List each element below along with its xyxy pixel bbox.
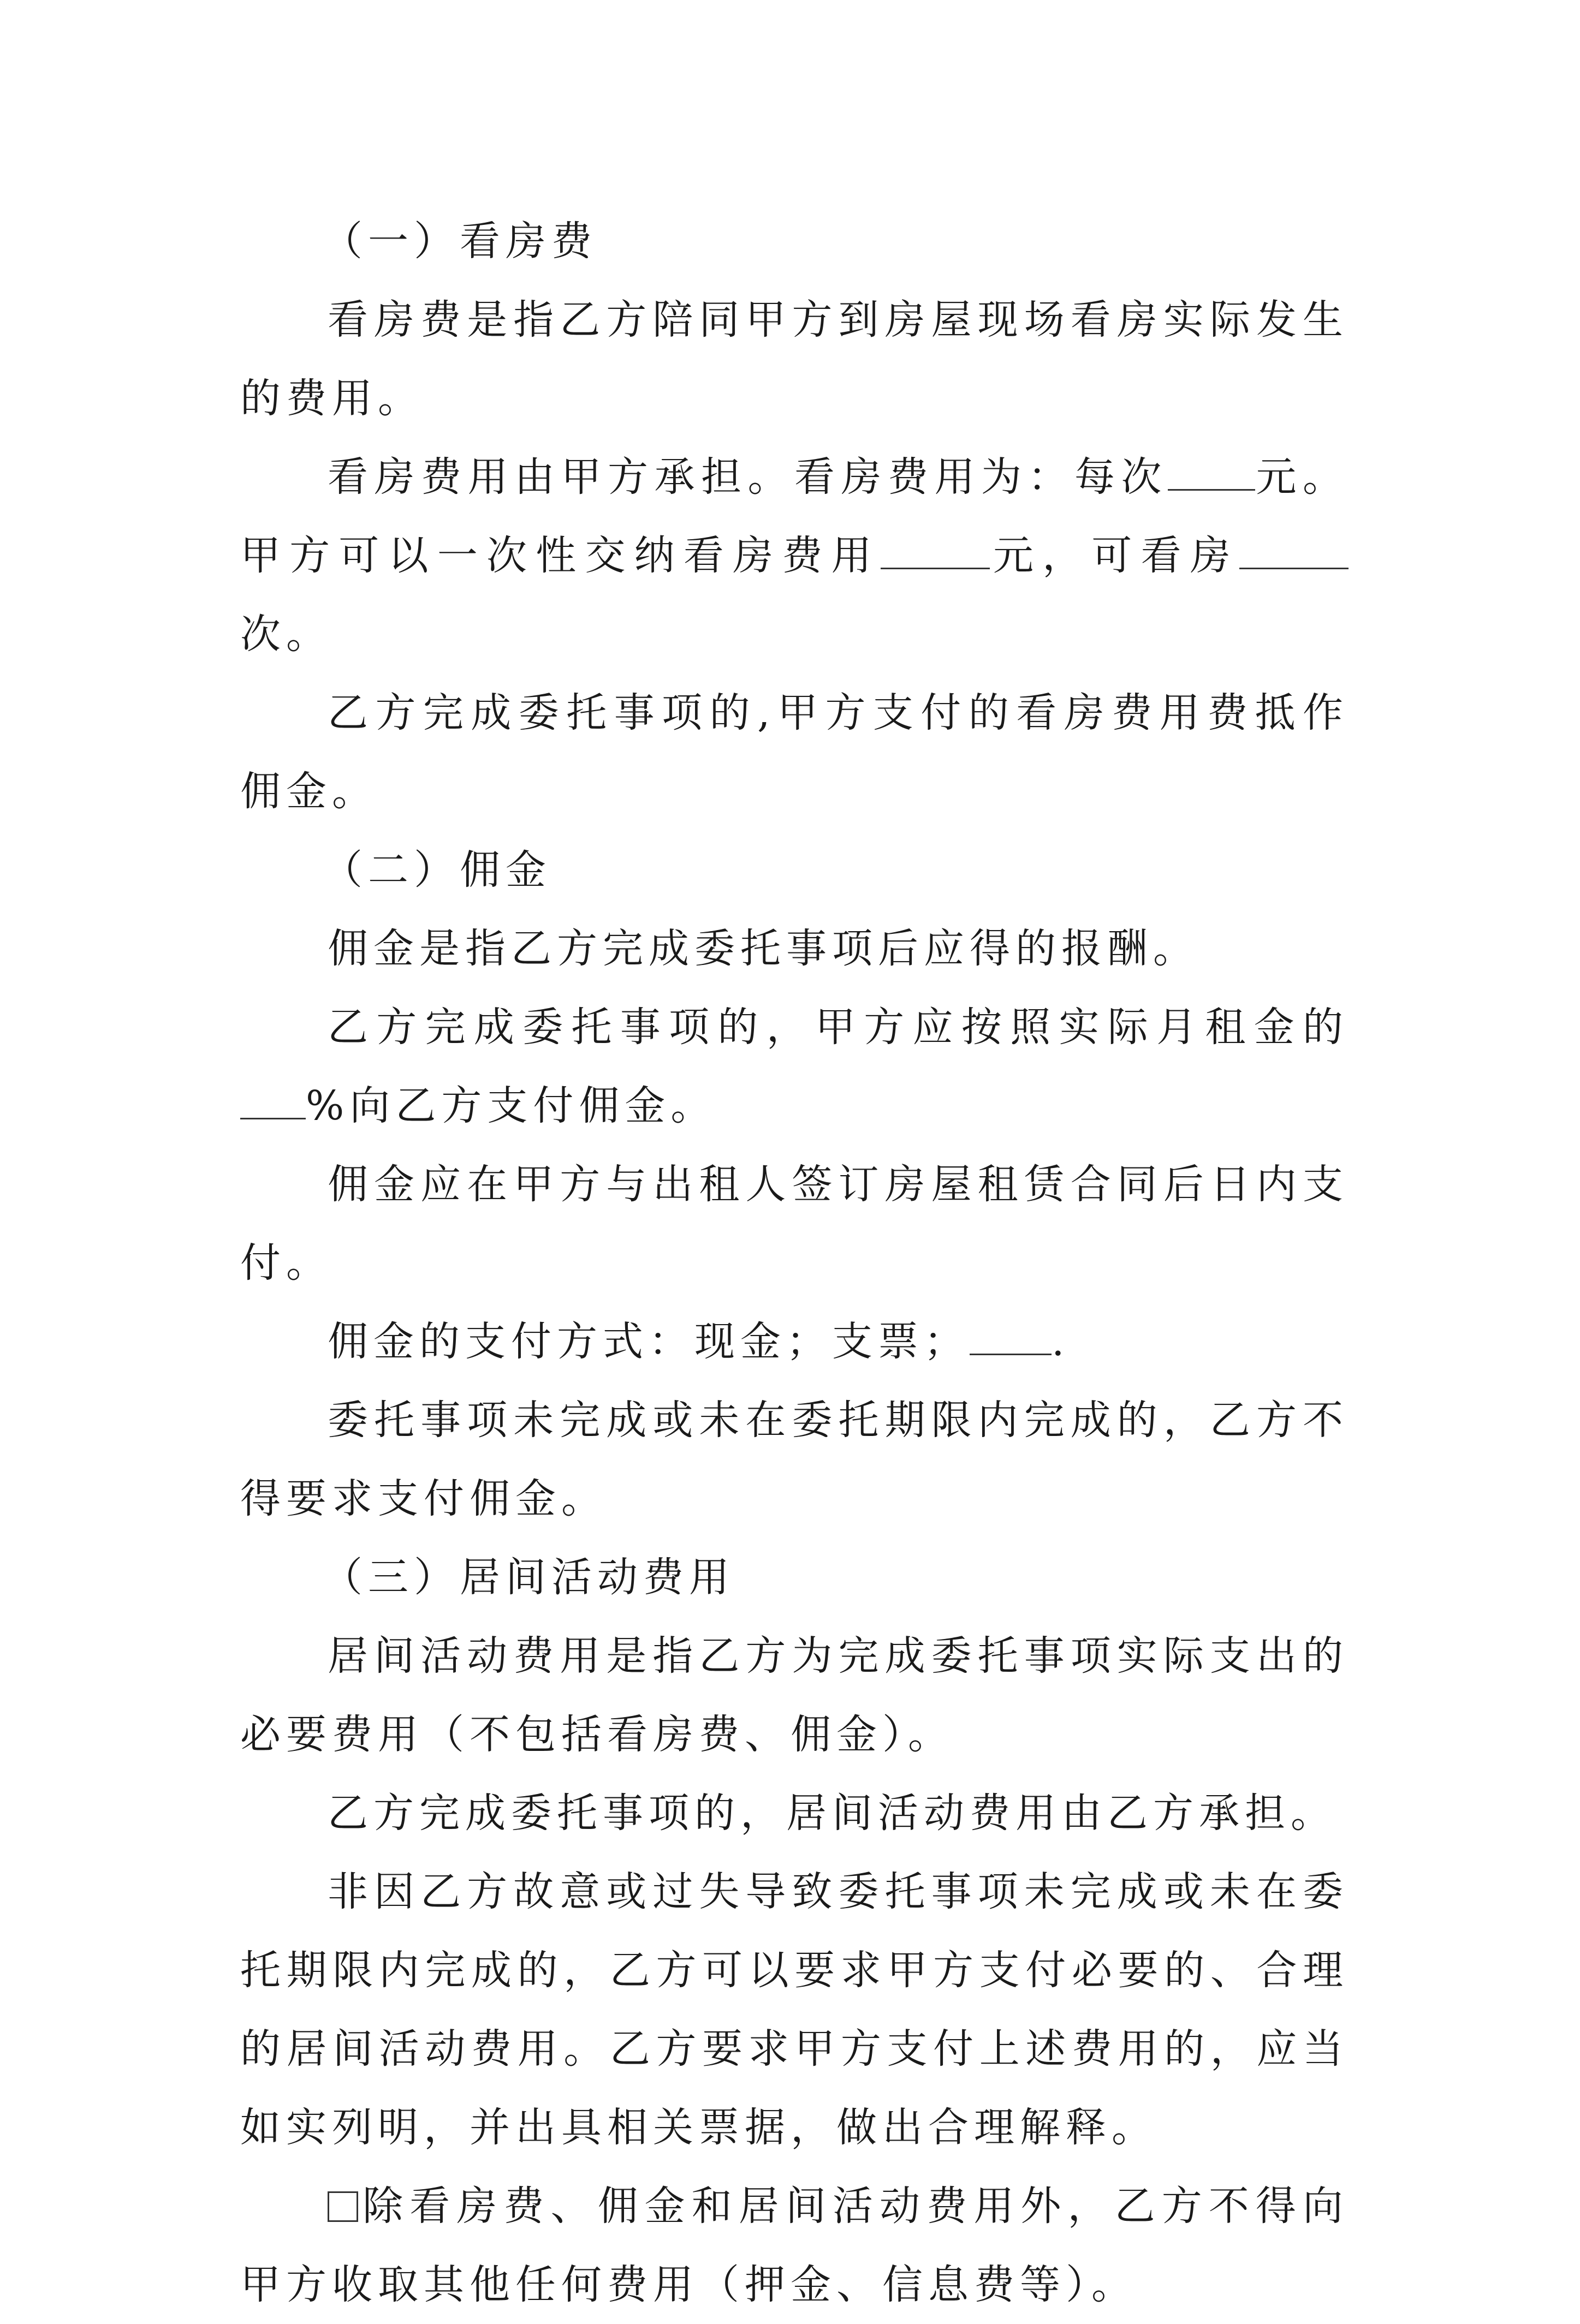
text-segment: 佣金的支付方式：现金；支票； bbox=[328, 1318, 970, 1365]
text-segment: 乙方完成委托事项的，甲方应按照实际月租金的 bbox=[328, 1004, 1349, 1051]
text-segment: 除看房费、佣金和居间活动费用外，乙方不得向甲方收取其他任何费用（押金、信息费等）。 bbox=[240, 2183, 1349, 2308]
paragraph-intermediary-costs-reimbursement: 非因乙方故意或过失导致委托事项未完成或未在委托期限内完成的，乙方可以要求甲方支付必要的、合理的居间活动费用。乙方要求甲方支付上述费用的，应当如实列明，并出具相关票据，做出合理解释。 bbox=[240, 1868, 1349, 2151]
paragraph-commission-rate bbox=[240, 988, 1349, 1145]
section-heading-commission: （二）佣金 bbox=[322, 847, 551, 893]
paragraph-viewing-fee-definition: 看房费是指乙方陪同甲方到房屋现场看房实际发生的费用。 bbox=[240, 296, 1349, 422]
paragraph-intermediary-costs-borne: 乙方完成委托事项的，居间活动费用由乙方承担。 bbox=[328, 1790, 1337, 1837]
section-heading-viewing-fee: （一）看房费 bbox=[322, 218, 597, 265]
paragraph-commission-deadline: 佣金应在甲方与出租人签订房屋租赁合同后日内支付。 bbox=[240, 1161, 1349, 1286]
blank-visit-count[interactable] bbox=[1239, 529, 1349, 569]
text-segment: 看房费用由甲方承担。看房费用为：每次 bbox=[328, 454, 1168, 500]
paragraph-commission-definition: 佣金是指乙方完成委托事项后应得的报酬。 bbox=[328, 925, 1199, 972]
paragraph-no-other-fees bbox=[240, 2167, 1349, 2324]
blank-commission-percent[interactable] bbox=[240, 1080, 306, 1119]
text-segment: %向乙方支付佣金。 bbox=[306, 1082, 717, 1129]
paragraph-viewing-fee-amount bbox=[240, 438, 1349, 674]
blank-other-payment-method[interactable] bbox=[970, 1315, 1052, 1355]
text-segment: 次。 bbox=[240, 611, 332, 658]
paragraph-commission-payment-method bbox=[240, 1302, 1349, 1381]
text-segment: 元，可看房 bbox=[989, 532, 1240, 579]
text-segment: 元。甲方可以一次性交纳看房费用 bbox=[240, 454, 1349, 579]
paragraph-commission-not-payable: 委托事项未完成或未在委托期限内完成的，乙方不得要求支付佣金。 bbox=[240, 1397, 1349, 1522]
blank-lump-sum-fee[interactable] bbox=[881, 529, 990, 569]
paragraph-intermediary-costs-definition: 居间活动费用是指乙方为完成委托事项实际支出的必要费用（不包括看房费、佣金）。 bbox=[240, 1632, 1349, 1758]
paragraph-viewing-fee-offset: 乙方完成委托事项的,甲方支付的看房费用费抵作佣金。 bbox=[240, 689, 1349, 815]
section-heading-intermediary-costs: （三）居间活动费用 bbox=[322, 1554, 735, 1601]
document-body bbox=[240, 202, 1349, 2324]
checkbox-no-other-fees[interactable] bbox=[328, 2191, 358, 2222]
blank-per-visit-fee[interactable] bbox=[1168, 451, 1255, 491]
text-segment: . bbox=[1052, 1318, 1070, 1365]
